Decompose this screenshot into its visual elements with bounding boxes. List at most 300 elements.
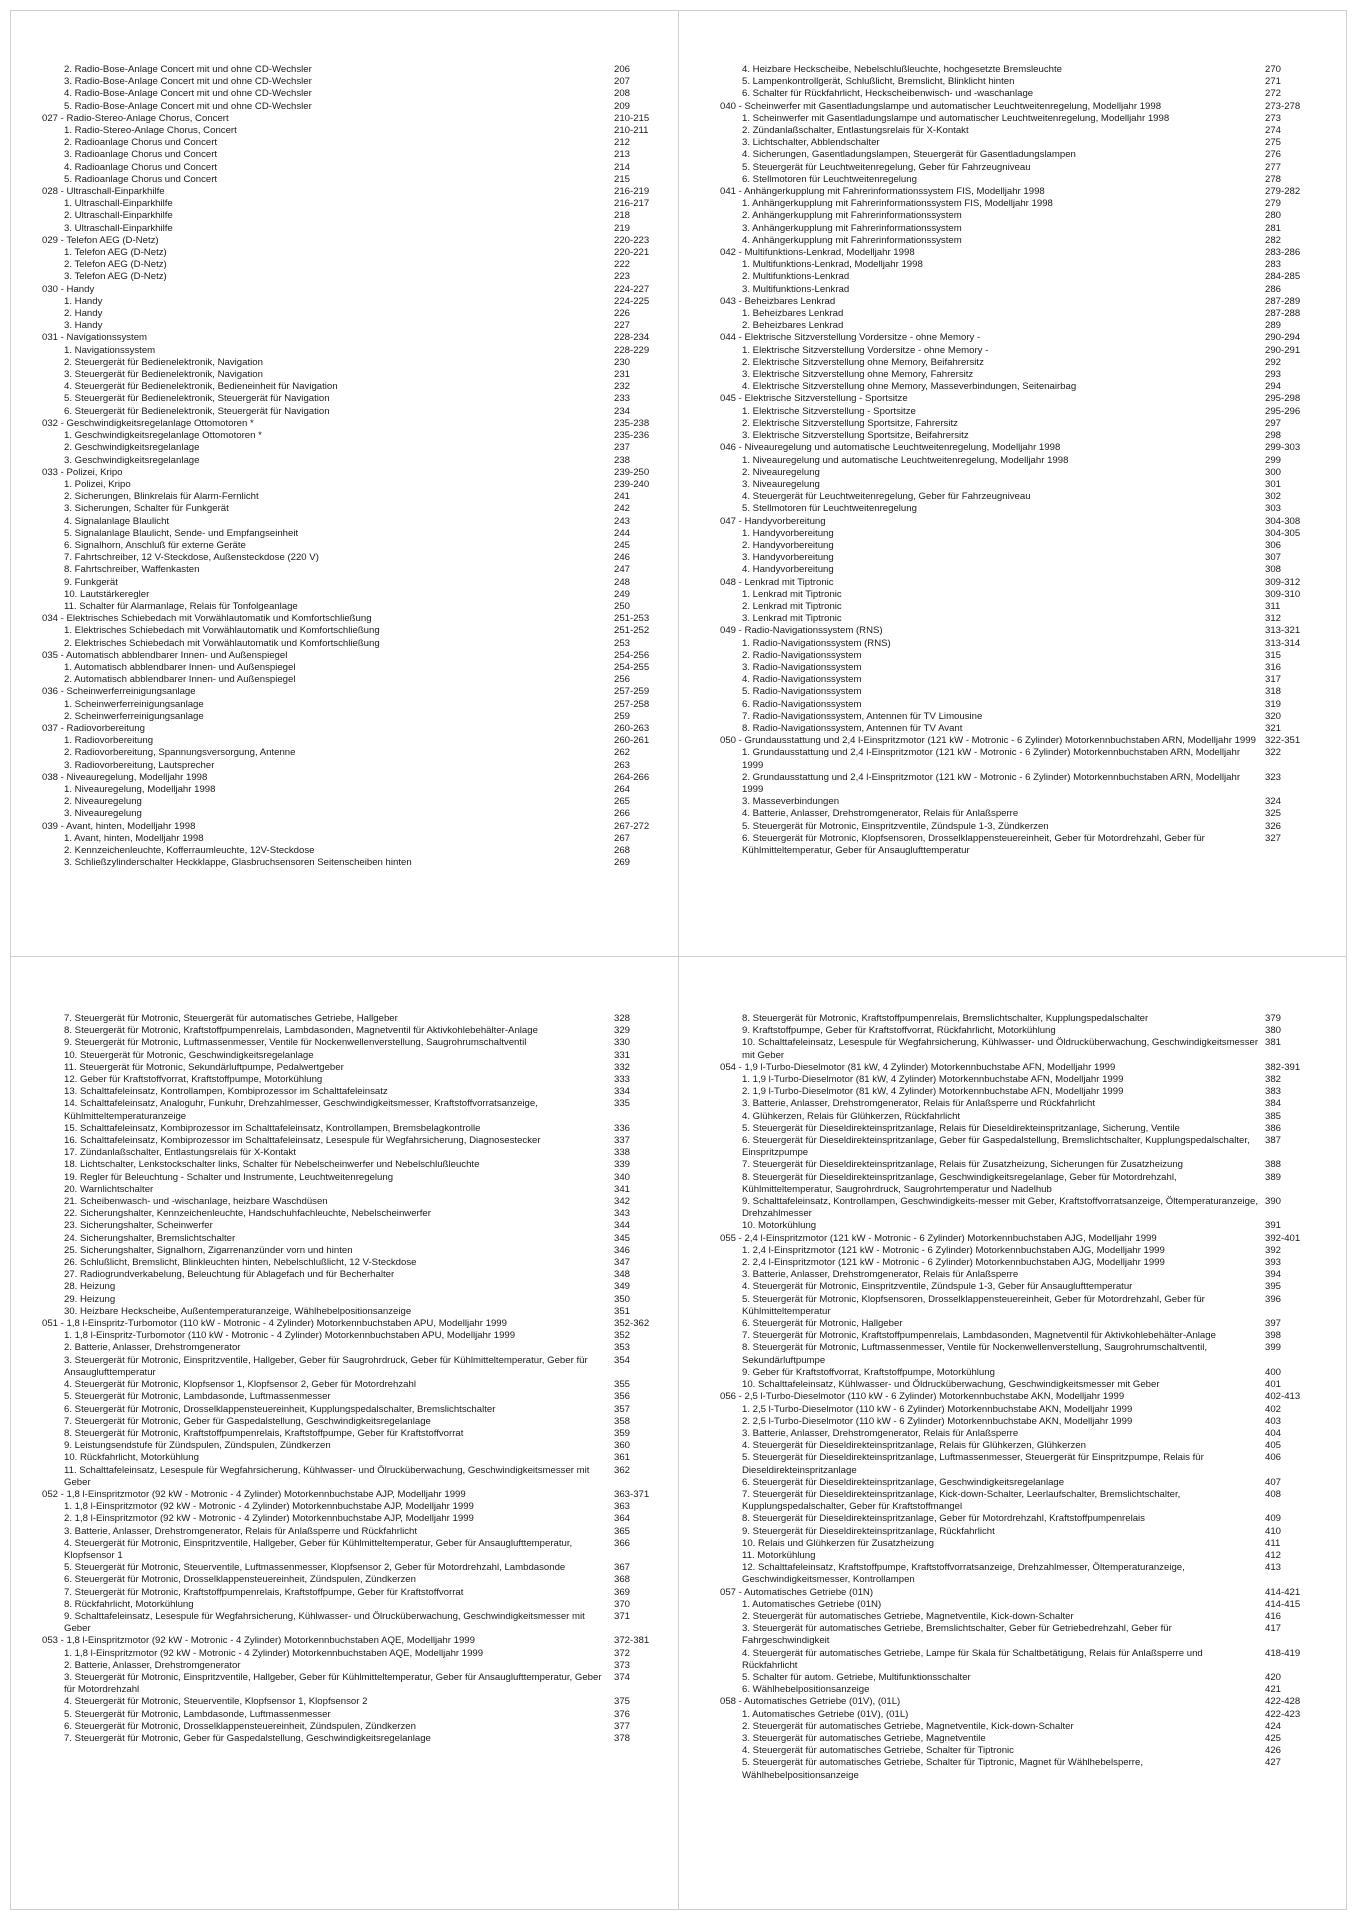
toc-page-number: 286	[1265, 283, 1282, 295]
toc-entry-row	[42, 1404, 672, 1416]
toc-entry-row	[42, 296, 672, 308]
toc-entry-title: 042 - Multifunktions-Lenkrad, Modelljahr 1998	[720, 247, 915, 259]
toc-entry-title: 046 - Niveauregelung und automatische Leuchtweitenregelung, Modelljahr 1998	[720, 442, 1061, 454]
toc-entry-row	[42, 271, 672, 283]
toc-page-number: 358	[614, 1415, 631, 1427]
toc-entry-row	[42, 577, 672, 589]
toc-entry-row	[720, 1269, 1325, 1281]
toc-entry-row	[42, 345, 672, 357]
toc-entry-row	[720, 821, 1325, 833]
toc-page-number: 280	[1265, 210, 1282, 222]
toc-entry-title: 8. Steuergerät für Motronic, Kraftstoffpumpenrelais, Bremslichtschalter, Kupplungspedalschalter	[742, 1013, 1149, 1024]
toc-entry-row	[42, 174, 672, 186]
toc-page-number: 299-303	[1265, 442, 1301, 454]
toc-page-number: 375	[614, 1696, 631, 1708]
toc-entry-title: 13. Schalttafeleinsatz, Kontrollampen, Kombiprozessor im Schalttafeleinsatz	[64, 1086, 388, 1098]
toc-entry-title: 1. Polizei, Kripo	[64, 478, 131, 490]
toc-page-number: 272	[1265, 88, 1282, 100]
toc-page-number: 330	[614, 1037, 631, 1049]
toc-entry-title: 3. Handyvorbereitung	[742, 552, 834, 564]
toc-entry-title: 4. Steuergerät für automatisches Getriebe, Lampe für Skala für Schaltbetätigung, Relais für Anlaßsperre und Rückfahrlicht	[742, 1647, 1203, 1671]
toc-chapter-row	[42, 284, 672, 296]
toc-page-number: 264	[614, 783, 631, 795]
toc-entry-row	[42, 1733, 672, 1745]
toc-page-number: 349	[614, 1281, 631, 1293]
toc-entry-title: 053 - 1,8 l-Einspritzmotor (92 kW - Motronic - 4 Zylinder) Motorkennbuchstaben AQE, Modelljahr 1999	[42, 1635, 475, 1647]
toc-page-number: 399	[1265, 1342, 1282, 1354]
toc-page-number: 318	[1265, 686, 1282, 698]
toc-page-number: 368	[614, 1574, 631, 1586]
toc-entry-row	[42, 552, 672, 564]
toc-entry-title: 9. Leistungsendstufe für Zündspulen, Zündspulen, Zündkerzen	[64, 1440, 331, 1452]
toc-entry-title: 3. Radio-Bose-Anlage Concert mit und ohne CD-Wechsler	[64, 76, 312, 88]
toc-entry-title: 041 - Anhängerkupplung mit Fahrerinformationssystem FIS, Modelljahr 1998	[720, 186, 1045, 198]
toc-page-number: 382-391	[1265, 1061, 1301, 1073]
toc-entry-title: 8. Steuergerät für Dieseldirekteinspritzanlage, Geber für Motordrehzahl, Kraftstoffpumpenrelais	[742, 1513, 1145, 1525]
toc-entry-row	[42, 1660, 672, 1672]
toc-page-number: 393	[1265, 1257, 1282, 1269]
toc-entry-row	[720, 1513, 1325, 1525]
toc-entry-title: 3. Batterie, Anlasser, Drehstromgenerator, Relais für Anlaßsperre und Rückfahrlicht	[64, 1525, 418, 1537]
toc-entry-title: 7. Steuergerät für Motronic, Geber für Gaspedalstellung, Geschwindigkeitsregelanlage	[64, 1415, 431, 1427]
toc-entry-row	[42, 857, 672, 869]
toc-page-number: 388	[1265, 1159, 1282, 1171]
toc-entry-title: 027 - Radio-Stereo-Anlage Chorus, Concert	[42, 112, 229, 124]
toc-entry-row	[720, 1342, 1325, 1366]
toc-entry-title: 16. Schalttafeleinsatz, Kombiprozessor im Schalttafeleinsatz, Lesespule für Wegfahrsicherung, Diagnosestecker	[64, 1135, 541, 1147]
toc-entry-row	[720, 1367, 1325, 1379]
toc-entry-title: 6. Steuergerät für Motronic, Drosselklappensteuereinheit, Zündspulen, Zündkerzen	[64, 1574, 416, 1586]
toc-entry-title: 10. Steuergerät für Motronic, Geschwindigkeitsregelanlage	[64, 1049, 314, 1061]
toc-entry-row	[42, 796, 672, 808]
toc-entry-title: 5. Steuergerät für Bedienelektronik, Steuergerät für Navigation	[64, 393, 330, 405]
toc-entry-title: 2. Scheinwerferreinigungsanlage	[64, 710, 204, 722]
toc-chapter-row	[720, 1391, 1325, 1403]
toc-page-number: 315	[1265, 649, 1282, 661]
toc-page-number: 371	[614, 1610, 631, 1622]
toc-entry-row	[42, 662, 672, 674]
toc-page-number: 386	[1265, 1122, 1282, 1134]
toc-entry-title: 3. Lenkrad mit Tiptronic	[742, 613, 842, 625]
toc-entry-title: 4. Steuergerät für Motronic, Einspritzventile, Hallgeber, Geber für Kühlmitteltemperatur, Geber für Ansauglufttemperatur, Klopfsensor 1	[64, 1537, 573, 1561]
toc-entry-row	[720, 1098, 1325, 1110]
vertical-divider	[678, 10, 679, 1910]
toc-entry-title: 3. Batterie, Anlasser, Drehstromgenerator, Relais für Anlaßsperre	[742, 1269, 1019, 1281]
toc-entry-row	[42, 564, 672, 576]
toc-entry-title: 27. Radiogrundverkabelung, Beleuchtung für Ablagefach und für Becherhalter	[64, 1269, 395, 1281]
toc-page-number: 412	[1265, 1549, 1282, 1561]
toc-entry-row	[42, 1135, 672, 1147]
toc-page-number: 410	[1265, 1525, 1282, 1537]
toc-page-number: 409	[1265, 1513, 1282, 1525]
toc-entry-title: 12. Schalttafeleinsatz, Kraftstoffpumpe, Kraftstoffvorratsanzeige, Drehzahlmesser, Öltemperaturanzeige, Geschwindigkeitsmesser, Kontrollampen	[742, 1562, 1185, 1586]
toc-chapter-row	[42, 418, 672, 430]
toc-entry-title: 2. Elektrische Sitzverstellung Sportsitze, Fahrersitz	[742, 417, 958, 429]
toc-entry-title: 10. Lautstärkeregler	[64, 588, 150, 600]
toc-entry-row	[42, 149, 672, 161]
toc-page-number: 427	[1265, 1757, 1282, 1769]
toc-entry-row	[42, 430, 672, 442]
toc-chapter-row	[42, 613, 672, 625]
toc-entry-title: 6. Stellmotoren für Leuchtweitenregelung	[742, 173, 917, 185]
toc-page-number: 228-229	[614, 344, 650, 356]
toc-entry-row	[720, 1428, 1325, 1440]
toc-entry-title: 2. Handyvorbereitung	[742, 539, 834, 551]
toc-entry-title: 2. Grundausstattung und 2,4 l-Einspritzmotor (121 kW - Motronic - 6 Zylinder) Motorkennbuchstaben ARN, Modelljahr 1999	[742, 771, 1241, 795]
toc-entry-row	[42, 455, 672, 467]
toc-chapter-row	[720, 101, 1325, 113]
toc-entry-title: 055 - 2,4 l-Einspritzmotor (121 kW - Motronic - 6 Zylinder) Motorkennbuchstaben AJG, Modelljahr 1999	[720, 1232, 1157, 1244]
toc-page-number: 227	[614, 320, 631, 332]
toc-entry-row	[720, 1440, 1325, 1452]
toc-entry-title: 18. Lichtschalter, Lenkstockschalter links, Schalter für Nebelscheinwerfer und Nebelschlußleuchte	[64, 1159, 480, 1171]
toc-entry-title: 2. Elektrische Sitzverstellung ohne Memory, Beifahrersitz	[742, 356, 984, 368]
toc-entry-row	[42, 1025, 672, 1037]
toc-entry-row	[720, 1159, 1325, 1171]
toc-entry-row	[720, 1745, 1325, 1757]
toc-entry-title: 1. Geschwindigkeitsregelanlage Ottomotoren *	[64, 430, 262, 442]
toc-entry-title: 6. Steuergerät für Motronic, Klopfsensoren, Drosselklappensteuereinheit, Geber für Motordrehzahl, Geber für Kühlmitteltemperatur, Geber für Ansauglufttemperatur	[742, 832, 1205, 856]
toc-page-number: 256	[614, 674, 631, 686]
toc-page-number: 220-221	[614, 247, 650, 259]
toc-page-number: 309-312	[1265, 576, 1301, 588]
toc-entry-title: 7. Steuergerät für Motronic, Steuergerät für automatisches Getriebe, Hallgeber	[64, 1013, 398, 1024]
toc-chapter-row	[720, 393, 1325, 405]
toc-entry-row	[42, 76, 672, 88]
toc-entry-title: 1. 2,4 l-Einspritzmotor (121 kW - Motronic - 6 Zylinder) Motorkennbuchstaben AJG, Modelljahr 1999	[742, 1244, 1165, 1256]
toc-entry-title: 057 - Automatisches Getriebe (01N)	[720, 1586, 874, 1598]
toc-entry-row	[720, 1220, 1325, 1232]
toc-page-number: 249	[614, 588, 631, 600]
toc-page-number: 348	[614, 1269, 631, 1281]
toc-page-number: 259	[614, 710, 631, 722]
toc-entry-row	[720, 1709, 1325, 1721]
toc-entry-title: 2. Steuergerät für Bedienelektronik, Navigation	[64, 356, 263, 368]
toc-entry-title: 1. 1,8 l-Einspritzmotor (92 kW - Motronic - 4 Zylinder) Motorkennbuchstabe AJP, Modelljahr 1999	[64, 1501, 474, 1513]
toc-panel-bottom-left	[42, 1013, 672, 1861]
toc-entry-row	[720, 552, 1325, 564]
toc-entry-title: 1. Handy	[64, 295, 103, 307]
toc-page-number: 216-219	[614, 186, 650, 198]
toc-page-number: 219	[614, 222, 631, 234]
toc-page-number: 278	[1265, 173, 1282, 185]
toc-entry-row	[720, 1477, 1325, 1489]
toc-entry-title: 12. Geber für Kraftstoffvorrat, Kraftstoffpumpe, Motorkühlung	[64, 1074, 323, 1086]
toc-page-number: 304-305	[1265, 527, 1301, 539]
toc-entry-row	[42, 1098, 672, 1122]
toc-page-number: 299	[1265, 454, 1282, 466]
toc-entry-row	[720, 1013, 1325, 1025]
toc-entry-title: 6. Steuergerät für Motronic, Drosselklappensteuereinheit, Zündspulen, Zündkerzen	[64, 1720, 416, 1732]
toc-page-number: 214	[614, 161, 631, 173]
toc-entry-row	[42, 1513, 672, 1525]
toc-page-number: 215	[614, 173, 631, 185]
toc-entry-title: 8. Steuergerät für Motronic, Kraftstoffpumpenrelais, Kraftstoffpumpe, Geber für Kraftstoffvorrat	[64, 1427, 464, 1439]
toc-page-number: 207	[614, 76, 631, 88]
toc-panel-top-left	[42, 64, 672, 909]
toc-entry-row	[720, 1330, 1325, 1342]
toc-entry-title: 2. 2,5 l-Turbo-Dieselmotor (110 kW - 6 Zylinder) Motorkennbuchstabe AKN, Modelljahr 1999	[742, 1415, 1133, 1427]
toc-page-number: 251-252	[614, 625, 650, 637]
toc-entry-title: 4. Elektrische Sitzverstellung ohne Memory, Masseverbindungen, Seitenairbag	[742, 381, 1077, 393]
toc-entry-row	[42, 1172, 672, 1184]
toc-page-number: 309-310	[1265, 588, 1301, 600]
toc-page-number: 242	[614, 503, 631, 515]
toc-page-number: 265	[614, 796, 631, 808]
toc-page-number: 322-351	[1265, 735, 1301, 747]
toc-page-number: 263	[614, 759, 631, 771]
toc-page-number: 379	[1265, 1013, 1282, 1024]
toc-entry-title: 054 - 1,9 l-Turbo-Dieselmotor (81 kW, 4 Zylinder) Motorkennbuchstabe AFN, Modelljahr 1999	[720, 1061, 1116, 1073]
toc-entry-row	[42, 516, 672, 528]
toc-entry-title: 1. Automatisch abblendbarer Innen- und Außenspiegel	[64, 661, 296, 673]
toc-entry-title: 3. Anhängerkupplung mit Fahrerinformationssystem	[742, 222, 962, 234]
toc-page-number: 239-240	[614, 478, 650, 490]
toc-entry-row	[720, 381, 1325, 393]
toc-page-number: 332	[614, 1061, 631, 1073]
toc-chapter-row	[720, 625, 1325, 637]
toc-entry-row	[42, 1013, 672, 1025]
toc-chapter-row	[720, 1587, 1325, 1599]
toc-entry-row	[720, 1172, 1325, 1196]
toc-page-number: 210-211	[614, 125, 649, 137]
toc-entry-title: 9. Schalttafeleinsatz, Lesespule für Wegfahrsicherung, Kühlwasser- und Ölrucküberwachung, Geschwindigkeitsmesser mit Geber	[64, 1610, 585, 1635]
toc-chapter-row	[42, 772, 672, 784]
toc-entry-row	[42, 1562, 672, 1574]
toc-entry-row	[720, 601, 1325, 613]
toc-entry-title: 7. Steuergerät für Motronic, Kraftstoffpumpenrelais, Lambdasonden, Magnetventil für Aktivkohlebehälter-Anlage	[742, 1330, 1216, 1342]
toc-entry-row	[42, 1147, 672, 1159]
toc-entry-row	[720, 1684, 1325, 1696]
toc-entry-title: 2. Lenkrad mit Tiptronic	[742, 600, 842, 612]
toc-page-number: 228-234	[614, 332, 650, 344]
toc-entry-row	[42, 320, 672, 332]
toc-entry-title: 1. Navigationssystem	[64, 344, 156, 356]
toc-entry-title: 14. Schalttafeleinsatz, Analoguhr, Funkuhr, Drehzahlmesser, Geschwindigkeitsmesser, Kraftstoffvorratsanzeige, Kühlmitteltemperaturanzeige	[64, 1098, 538, 1122]
toc-entry-row	[42, 833, 672, 845]
toc-entry-row	[720, 271, 1325, 283]
toc-page-number: 316	[1265, 661, 1282, 673]
toc-page-number: 303	[1265, 503, 1282, 515]
toc-page-number: 213	[614, 149, 631, 161]
toc-page-number: 382	[1265, 1074, 1282, 1086]
toc-entry-title: 6. Steuergerät für Motronic, Drosselklappensteuereinheit, Kupplungspedalschalter, Bremslichtschalter	[64, 1403, 496, 1415]
toc-page-number: 254-256	[614, 649, 650, 661]
toc-page-number: 372-381	[614, 1635, 650, 1647]
toc-page-number: 290-294	[1265, 332, 1301, 344]
toc-entry-row	[720, 796, 1325, 808]
toc-entry-title: 9. Steuergerät für Motronic, Luftmassenmesser, Ventile für Nockenwellenverstellung, Saugrohrumschaltventil	[64, 1037, 527, 1049]
toc-entry-title: 2. Radioanlage Chorus und Concert	[64, 137, 218, 149]
toc-entry-title: 1. Lenkrad mit Tiptronic	[742, 588, 842, 600]
toc-entry-title: 3. Radio-Navigationssystem	[742, 661, 862, 673]
toc-page-number: 275	[1265, 137, 1282, 149]
toc-entry-row	[42, 1306, 672, 1318]
toc-page-number: 344	[614, 1220, 631, 1232]
toc-page-number: 233	[614, 393, 631, 405]
toc-entry-title: 032 - Geschwindigkeitsregelanlage Ottomotoren *	[42, 417, 254, 429]
toc-entry-row	[720, 357, 1325, 369]
toc-entry-title: 1. Niveauregelung und automatische Leuchtweitenregelung, Modelljahr 1998	[742, 454, 1069, 466]
toc-entry-title: 23. Sicherungshalter, Scheinwerfer	[64, 1220, 213, 1232]
toc-entry-title: 4. Steuergerät für Bedienelektronik, Bedieneinheit für Navigation	[64, 381, 338, 393]
toc-entry-title: 4. Batterie, Anlasser, Drehstromgenerator, Relais für Anlaßsperre	[742, 808, 1019, 820]
toc-entry-title: 4. Radio-Bose-Anlage Concert mit und ohne CD-Wechsler	[64, 88, 312, 100]
toc-entry-row	[42, 1440, 672, 1452]
toc-entry-row	[42, 393, 672, 405]
toc-page-number: 210-215	[614, 112, 650, 124]
toc-entry-row	[720, 455, 1325, 467]
toc-entry-title: 034 - Elektrisches Schiebedach mit Vorwählautomatik und Komfortschließung	[42, 613, 372, 625]
toc-page-number: 237	[614, 442, 631, 454]
toc-entry-row	[720, 1611, 1325, 1623]
toc-page-number: 298	[1265, 430, 1282, 442]
toc-page-number: 407	[1265, 1476, 1282, 1488]
toc-entry-title: 3. Telefon AEG (D-Netz)	[64, 271, 167, 283]
toc-page-number: 243	[614, 515, 631, 527]
toc-entry-row	[720, 589, 1325, 601]
toc-entry-title: 7. Radio-Navigationssystem, Antennen für TV Limousine	[742, 710, 983, 722]
toc-page-number: 251-253	[614, 613, 650, 625]
toc-entry-title: 1. 2,5 l-Turbo-Dieselmotor (110 kW - 6 Zylinder) Motorkennbuchstabe AKN, Modelljahr 1999	[742, 1403, 1133, 1415]
toc-entry-title: 048 - Lenkrad mit Tiptronic	[720, 576, 834, 588]
toc-entry-row	[42, 1416, 672, 1428]
toc-entry-title: 21. Scheibenwasch- und -wischanlage, heizbare Waschdüsen	[64, 1196, 328, 1208]
toc-page-number: 326	[1265, 820, 1282, 832]
toc-entry-row	[720, 1025, 1325, 1037]
toc-entry-row	[42, 308, 672, 320]
toc-entry-title: 2. 2,4 l-Einspritzmotor (121 kW - Motronic - 6 Zylinder) Motorkennbuchstaben AJG, Modelljahr 1999	[742, 1257, 1165, 1269]
toc-page-number: 425	[1265, 1732, 1282, 1744]
toc-entry-row	[720, 1672, 1325, 1684]
toc-entry-title: 051 - 1,8 l-Einspritz-Turbomotor (110 kW - Motronic - 4 Zylinder) Motorkennbuchstaben APU, Modelljahr 1999	[42, 1318, 507, 1330]
toc-entry-row	[720, 88, 1325, 100]
toc-page-number: 392	[1265, 1244, 1282, 1256]
toc-page-number: 311	[1265, 600, 1281, 612]
toc-entry-title: 8. Steuergerät für Motronic, Kraftstoffpumpenrelais, Lambdasonden, Magnetventil für Aktivkohlebehälter-Anlage	[64, 1025, 538, 1037]
toc-page-number: 350	[614, 1293, 631, 1305]
toc-page-number: 276	[1265, 149, 1282, 161]
toc-page-number: 417	[1265, 1623, 1282, 1635]
toc-entry-row	[42, 808, 672, 820]
toc-page-number: 336	[614, 1122, 631, 1134]
toc-entry-row	[720, 1086, 1325, 1098]
toc-entry-title: 036 - Scheinwerferreinigungsanlage	[42, 686, 196, 698]
toc-page-number: 363	[614, 1501, 631, 1513]
toc-entry-title: 031 - Navigationssystem	[42, 332, 148, 344]
toc-page-number: 421	[1265, 1684, 1282, 1696]
toc-chapter-row	[42, 1635, 672, 1647]
toc-page-number: 289	[1265, 320, 1282, 332]
toc-entry-title: 1. Telefon AEG (D-Netz)	[64, 247, 167, 259]
toc-entry-row	[42, 503, 672, 515]
toc-entry-title: 2. Sicherungen, Blinkrelais für Alarm-Fernlicht	[64, 491, 259, 503]
toc-page-number: 424	[1265, 1720, 1282, 1732]
toc-chapter-row	[42, 723, 672, 735]
toc-chapter-row	[720, 296, 1325, 308]
toc-page-number: 277	[1265, 161, 1282, 173]
toc-page-number: 341	[614, 1183, 631, 1195]
toc-entry-title: 038 - Niveauregelung, Modelljahr 1998	[42, 771, 208, 783]
toc-entry-title: 2. 1,8 l-Einspritzmotor (92 kW - Motronic - 4 Zylinder) Motorkennbuchstabe AJP, Modelljahr 1999	[64, 1513, 474, 1525]
toc-entry-title: 1. Elektrische Sitzverstellung - Sportsitze	[742, 405, 916, 417]
toc-entry-row	[720, 1721, 1325, 1733]
toc-page-number: 268	[614, 845, 631, 856]
toc-page-number: 260-261	[614, 735, 650, 747]
toc-page-number: 420	[1265, 1671, 1282, 1683]
toc-entry-row	[720, 467, 1325, 479]
toc-entry-title: 11. Schalttafeleinsatz, Lesespule für Wegfahrsicherung, Kühlwasser- und Ölrucküberwachung, Geschwindigkeitsmesser mit Geber	[64, 1464, 590, 1488]
toc-page-number: 323	[1265, 771, 1282, 783]
toc-entry-row	[42, 210, 672, 222]
toc-page-number: 408	[1265, 1488, 1282, 1500]
toc-entry-row	[720, 1416, 1325, 1428]
toc-entry-row	[720, 662, 1325, 674]
toc-entry-row	[720, 1037, 1325, 1061]
toc-entry-row	[42, 747, 672, 759]
toc-page-number: 374	[614, 1671, 631, 1683]
toc-entry-row	[42, 137, 672, 149]
toc-page-number: 394	[1265, 1269, 1282, 1281]
toc-entry-title: 3. Steuergerät für Bedienelektronik, Navigation	[64, 369, 263, 381]
toc-page-number: 391	[1265, 1220, 1282, 1232]
toc-entry-row	[42, 1208, 672, 1220]
toc-chapter-row	[720, 516, 1325, 528]
toc-page-number: 404	[1265, 1427, 1282, 1439]
toc-entry-row	[720, 1379, 1325, 1391]
toc-entry-title: 3. Multifunktions-Lenkrad	[742, 283, 850, 295]
toc-chapter-row	[42, 650, 672, 662]
toc-entry-title: 5. Stellmotoren für Leuchtweitenregelung	[742, 503, 917, 515]
toc-entry-title: 2. Kennzeichenleuchte, Kofferraumleuchte, 12V-Steckdose	[64, 845, 315, 856]
toc-entry-title: 1. Radio-Stereo-Anlage Chorus, Concert	[64, 125, 237, 137]
toc-page-number: 284-285	[1265, 271, 1301, 283]
toc-entry-title: 1. 1,9 l-Turbo-Dieselmotor (81 kW, 4 Zylinder) Motorkennbuchstabe AFN, Modelljahr 1999	[742, 1074, 1124, 1086]
toc-entry-title: 8. Steuergerät für Dieseldirekteinspritzanlage, Geschwindigkeitsregelanlage, Geber für Motordrehzahl, Kühlmitteltemperatur, Saugrohrdruck, Saugrohrtemperatur und Nadelhub	[742, 1171, 1177, 1195]
toc-entry-row	[720, 223, 1325, 235]
toc-entry-title: 5. Radio-Navigationssystem	[742, 686, 862, 698]
toc-entry-row	[42, 1330, 672, 1342]
toc-entry-title: 6. Steuergerät für Motronic, Hallgeber	[742, 1318, 903, 1330]
toc-entry-row	[42, 601, 672, 613]
toc-page-number: 257-258	[614, 698, 650, 710]
toc-entry-title: 2. Telefon AEG (D-Netz)	[64, 259, 167, 271]
toc-entry-row	[720, 284, 1325, 296]
toc-entry-row	[720, 686, 1325, 698]
toc-entry-title: 9. Steuergerät für Dieseldirekteinspritzanlage, Rückfahrlicht	[742, 1525, 995, 1537]
toc-entry-row	[42, 1648, 672, 1660]
toc-entry-title: 5. Steuergerät für Motronic, Steuerventile, Luftmassenmesser, Klopfsensor 2, Geber für Motordrehzahl, Lambdasonde	[64, 1562, 566, 1574]
toc-page-number: 367	[614, 1562, 631, 1574]
toc-entry-title: 5. Steuergerät für Dieseldirekteinspritzanlage, Luftmassenmesser, Steuergerät für Einspritzpumpe, Relais für Dieseldirekteinspritzanlage	[742, 1452, 1204, 1476]
toc-page-number: 343	[614, 1208, 631, 1220]
toc-page-number: 402-413	[1265, 1391, 1301, 1403]
toc-page-number: 293	[1265, 369, 1282, 381]
toc-entry-row	[720, 1111, 1325, 1123]
toc-entry-title: 5. Radioanlage Chorus und Concert	[64, 173, 218, 185]
toc-chapter-row	[720, 1696, 1325, 1708]
toc-page-number: 206	[614, 64, 631, 75]
toc-entry-title: 028 - Ultraschall-Einparkhilfe	[42, 186, 165, 198]
toc-entry-title: 2. Radiovorbereitung, Spannungsversorgung, Antenne	[64, 747, 296, 759]
toc-entry-row	[720, 479, 1325, 491]
toc-entry-title: 5. Radio-Bose-Anlage Concert mit und ohne CD-Wechsler	[64, 100, 312, 112]
toc-entry-row	[42, 1074, 672, 1086]
toc-entry-row	[720, 1489, 1325, 1513]
toc-entry-title: 8. Rückfahrlicht, Motorkühlung	[64, 1598, 194, 1610]
toc-entry-row	[720, 137, 1325, 149]
toc-chapter-row	[720, 1062, 1325, 1074]
